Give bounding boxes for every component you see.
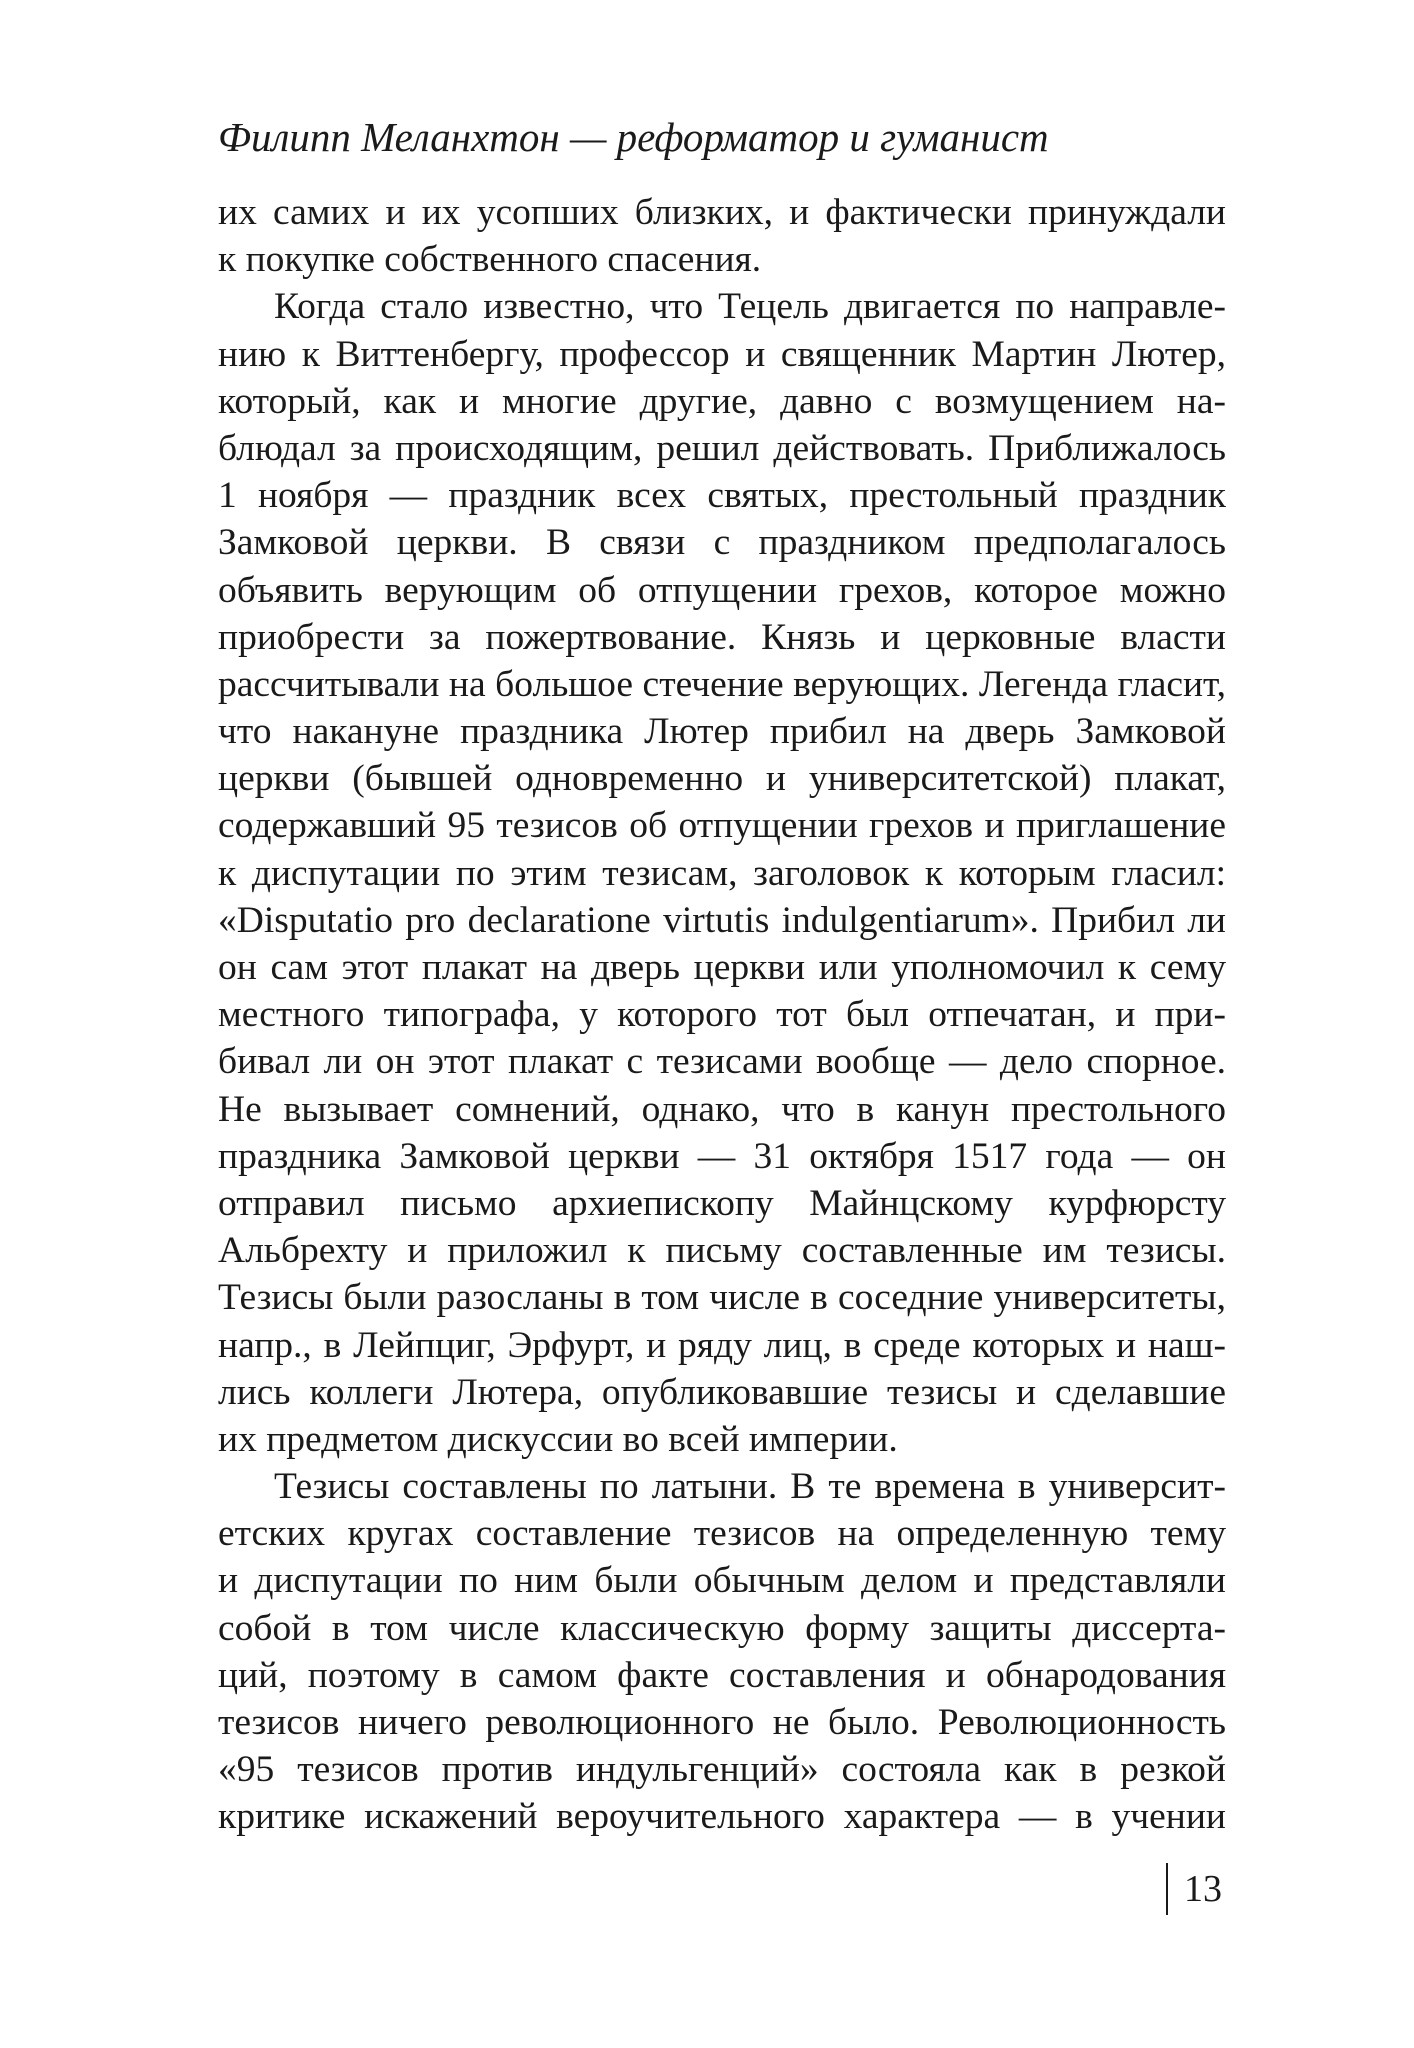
text-line: критике искажений вероучительного характера — в учении bbox=[218, 1796, 1226, 1838]
text-line: блюдал за происходящим, решил действовать. Приближалось bbox=[218, 427, 1226, 469]
text-line: местного типографа, у которого тот был отпечатан, и при- bbox=[218, 994, 1226, 1036]
text-line: он сам этот плакат на дверь церкви или уполномочил к сему bbox=[218, 947, 1226, 988]
text-line: етских кругах составление тезисов на определенную тему bbox=[218, 1513, 1226, 1555]
text-line: ций, поэтому в самом факте составления и обнародования bbox=[218, 1654, 1226, 1696]
text-line: их предметом дискуссии во всей империи. bbox=[218, 1418, 898, 1460]
text-line: содержавший 95 тезисов об отпущении грехов и приглашение bbox=[218, 805, 1226, 847]
text-line: напр., в Лейпциг, Эрфурт, и ряду лиц, в среде которых и наш- bbox=[218, 1324, 1226, 1366]
text-line: к покупке собственного спасения. bbox=[218, 239, 762, 281]
text-line: Когда стало известно, что Тецель двигается по направле- bbox=[274, 286, 1226, 328]
text-line: собой в том числе классическую форму защиты диссерта- bbox=[218, 1607, 1226, 1649]
text-line: Альбрехту и приложил к письму составленные им тезисы. bbox=[218, 1230, 1226, 1272]
page-folio bbox=[1166, 1863, 1222, 1915]
text-line: и диспутации по ним были обычным делом и представляли bbox=[218, 1560, 1226, 1602]
body-text bbox=[218, 189, 1226, 1841]
text-line: церкви (бывшей одновременно и университетской) плакат, bbox=[218, 758, 1226, 800]
text-line: рассчитывали на большое стечение верующих. Легенда гласит, bbox=[218, 663, 1226, 705]
page-number: 13 bbox=[1184, 1868, 1222, 1910]
text-line: приобрести за пожертвование. Князь и церковные власти bbox=[218, 616, 1226, 658]
text-line: праздника Замковой церкви — 31 октября 1517 года — он bbox=[218, 1135, 1226, 1177]
text-line: их самих и их усопших близких, и фактически принуждали bbox=[218, 192, 1226, 233]
text-line: отправил письмо архиепископу Майнцскому курфюрсту bbox=[218, 1182, 1226, 1224]
text-line: что накануне праздника Лютер прибил на дверь Замковой bbox=[218, 711, 1226, 753]
text-line: к диспутации по этим тезисам, заголовок к которым гласил: bbox=[218, 852, 1226, 894]
text-line: лись коллеги Лютера, опубликовавшие тезисы и сделавшие bbox=[218, 1371, 1226, 1413]
text-line: 1 ноября — праздник всех святых, престольный праздник bbox=[218, 475, 1226, 517]
text-line: Не вызывает сомнений, однако, что в канун престольного bbox=[218, 1088, 1226, 1130]
text-line: Тезисы составлены по латыни. В те времена в университ- bbox=[274, 1466, 1226, 1508]
text-line: объявить верующим об отпущении грехов, которое можно bbox=[218, 569, 1226, 611]
text-line: «95 тезисов против индульгенций» состояла как в резкой bbox=[218, 1749, 1226, 1791]
text-line: бивал ли он этот плакат с тезисами вообще — дело спорное. bbox=[218, 1041, 1226, 1083]
folio-divider bbox=[1166, 1863, 1168, 1915]
text-line: «Disputatio pro declaratione virtutis indulgentiarum». Прибил ли bbox=[218, 899, 1226, 941]
text-line: тезисов ничего революционного не было. Революционность bbox=[218, 1702, 1226, 1743]
text-line: Тезисы были разосланы в том числе в соседние университеты, bbox=[218, 1277, 1226, 1319]
text-line: который, как и многие другие, давно с возмущением на- bbox=[218, 380, 1226, 422]
text-line: нию к Виттенбергу, профессор и священник Мартин Лютер, bbox=[218, 333, 1226, 375]
running-head: Филипп Меланхтон — реформатор и гуманист bbox=[218, 114, 1049, 160]
text-line: Замковой церкви. В связи с праздником предполагалось bbox=[218, 522, 1226, 564]
